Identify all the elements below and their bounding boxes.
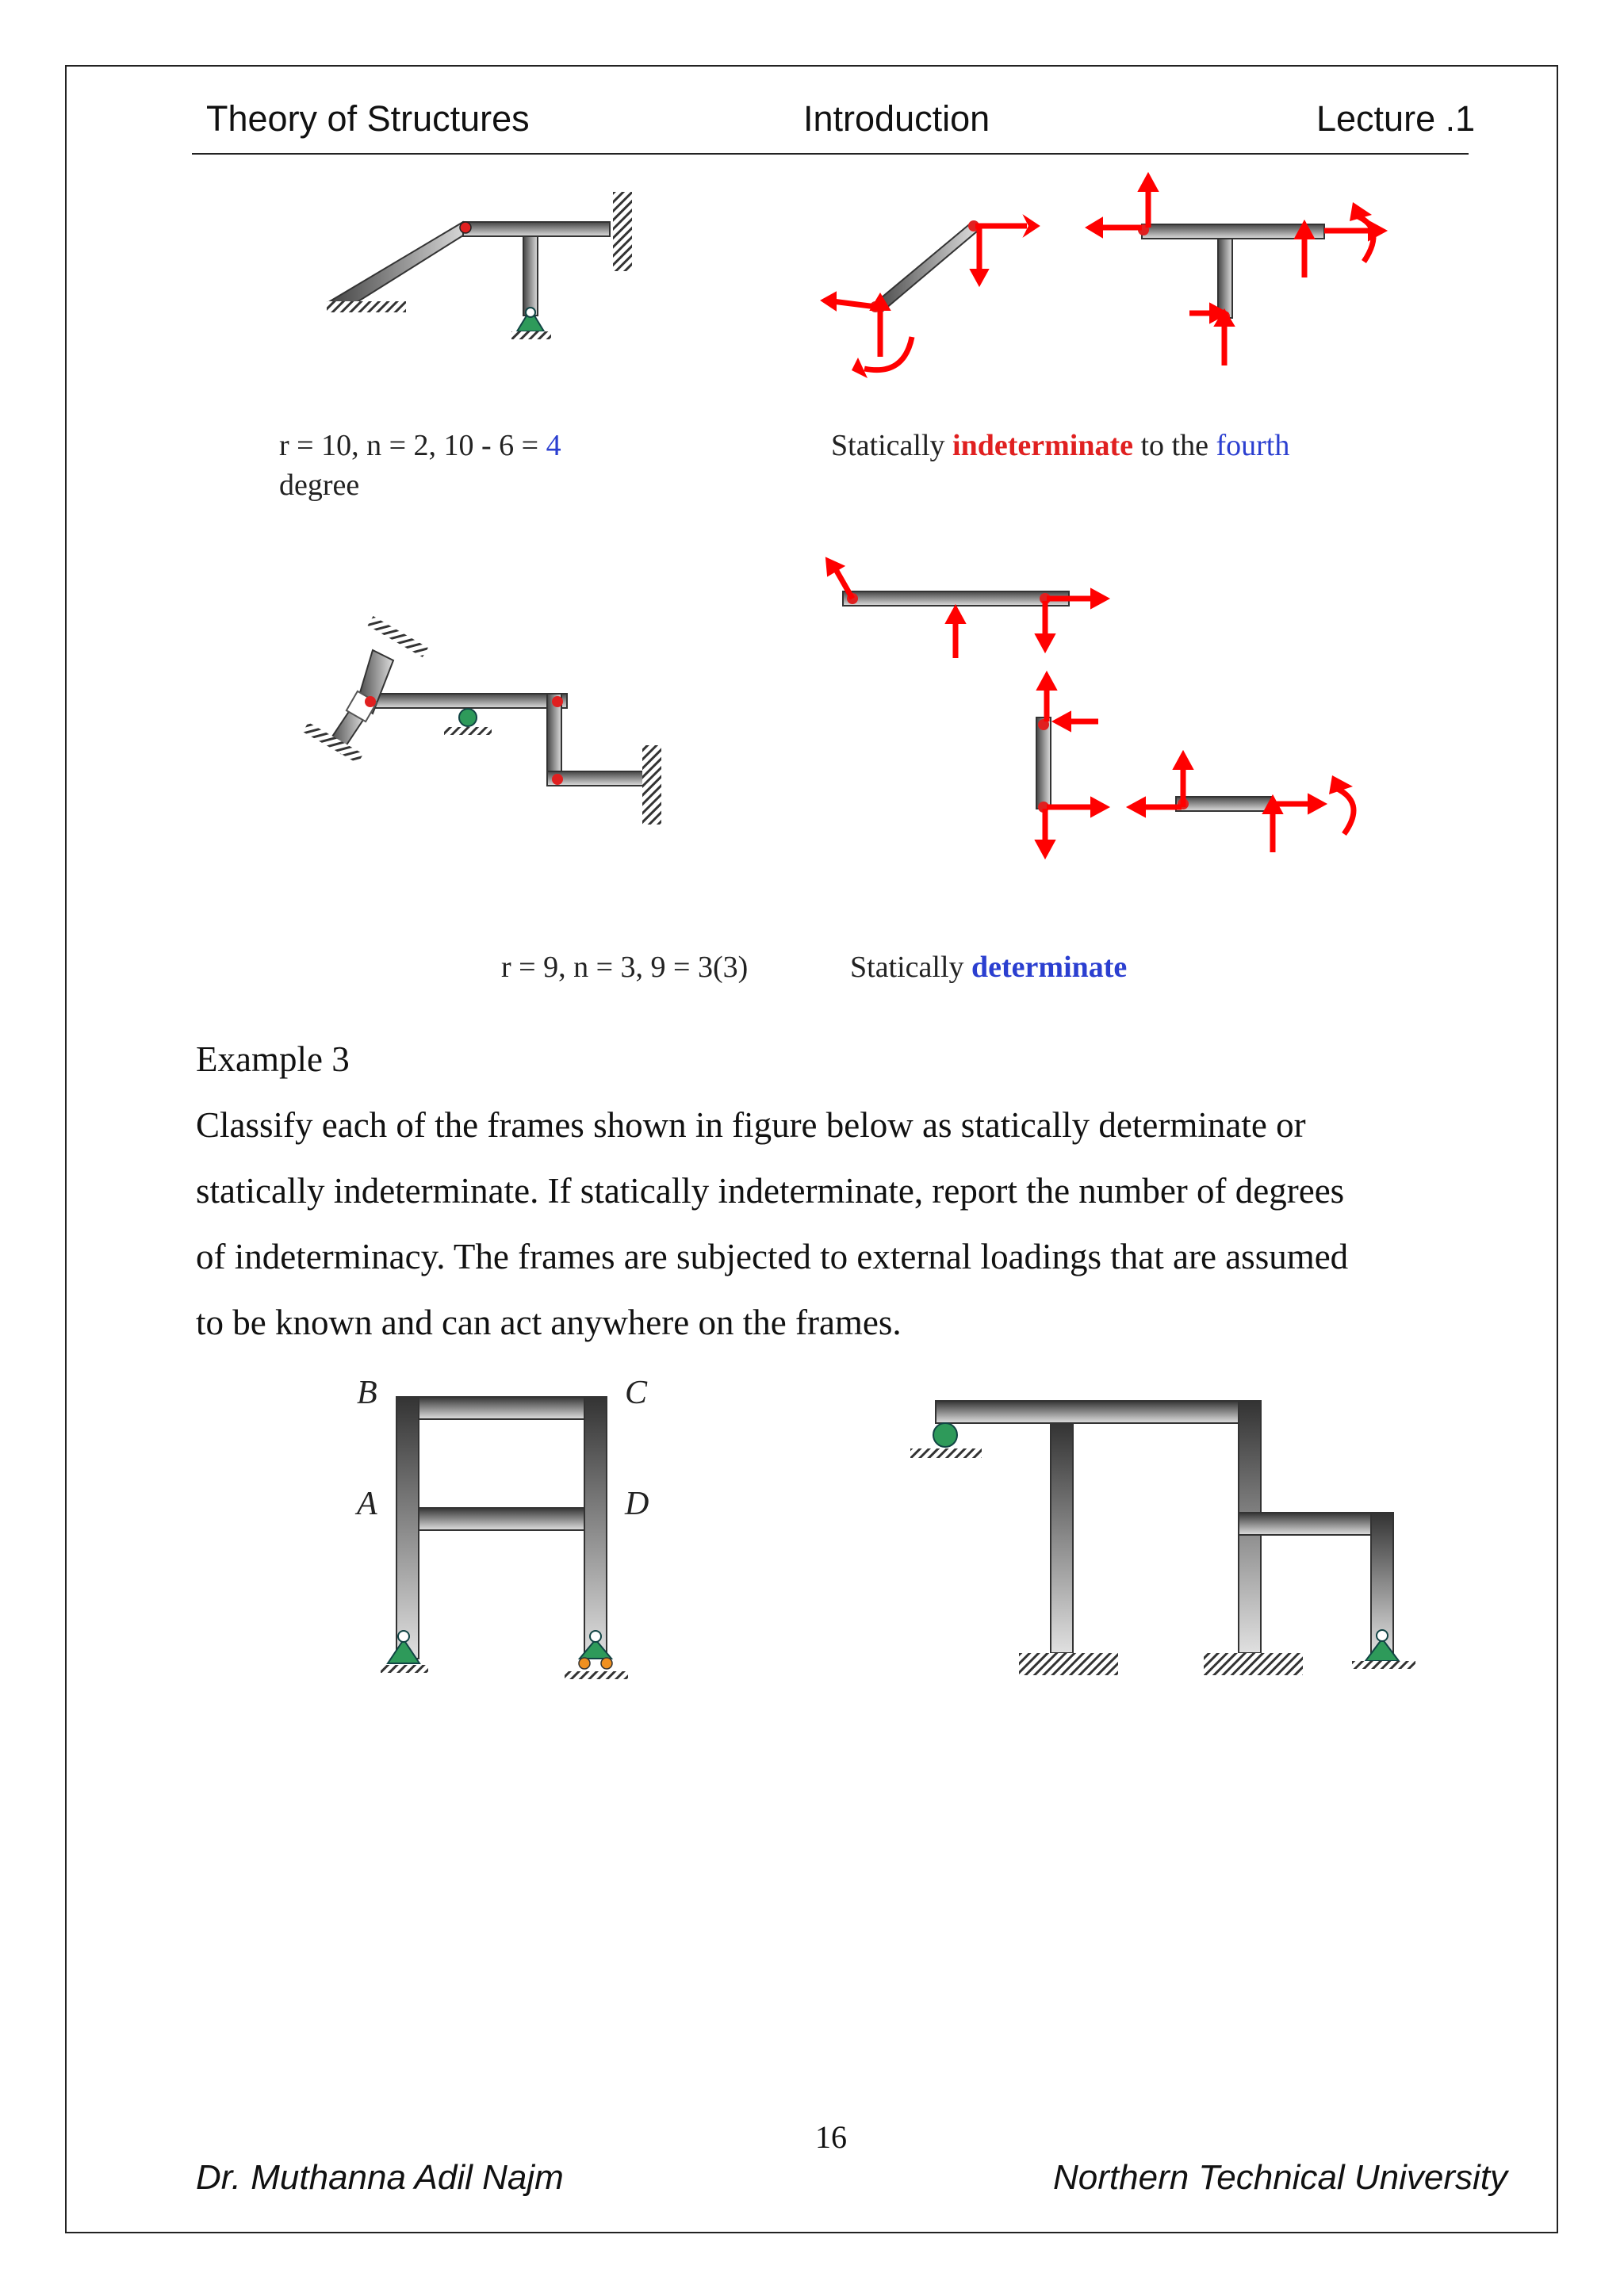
figure1-caption-degree: degree: [279, 469, 360, 502]
label-d: D: [625, 1486, 649, 1522]
header-section: Introduction: [803, 98, 990, 139]
example-frame-2: [904, 1391, 1427, 1677]
header-course-title: Theory of Structures: [206, 98, 530, 139]
figure1-caption-value: 4: [546, 429, 561, 462]
label-a: A: [357, 1486, 377, 1522]
example-text-line-4: to be known and can act anywhere on the frames.: [196, 1303, 902, 1342]
figure2-structure: [293, 622, 674, 828]
label-b: B: [357, 1375, 377, 1411]
figure1-result: [831, 428, 1289, 463]
header-rule: [192, 153, 1469, 155]
figure1-result-mid: to the: [1132, 429, 1216, 462]
figure2-result-prefix: Statically: [850, 951, 972, 984]
label-c: C: [625, 1375, 648, 1411]
figure2-result-key: determinate: [971, 951, 1128, 984]
figure1-result-prefix: Statically: [831, 429, 953, 462]
figure1-caption: [279, 428, 561, 463]
figure1-result-key: indeterminate: [952, 429, 1133, 462]
figure2-result: [850, 950, 1127, 985]
figure2-caption-math: r = 9, n = 3, 9 = 3(3): [501, 951, 749, 984]
figure1-structure: [317, 182, 650, 349]
footer-author: Dr. Muthanna Adil Najm: [196, 2158, 564, 2197]
figure1-free-body-diagram: [817, 170, 1404, 385]
example-text-line-3: of indeterminacy. The frames are subjected to external loadings that are assumed: [196, 1237, 1349, 1276]
example-title: Example 3: [196, 1039, 350, 1079]
page-number: 16: [815, 2119, 847, 2155]
example-text-line-1: Classify each of the frames shown in figure below as statically determinate or: [196, 1105, 1306, 1145]
figure1-result-tail: fourth: [1216, 429, 1290, 462]
example-frame-1: [349, 1375, 682, 1681]
header-lecture: Lecture .1: [1316, 98, 1476, 139]
figure2-free-body-diagram: [817, 555, 1388, 872]
footer-institution: Northern Technical University: [1053, 2158, 1508, 2197]
figure1-caption-math: r = 10, n = 2, 10 - 6 =: [279, 429, 546, 462]
example-text-line-2: statically indeterminate. If statically indeterminate, report the number of degrees: [196, 1171, 1345, 1211]
